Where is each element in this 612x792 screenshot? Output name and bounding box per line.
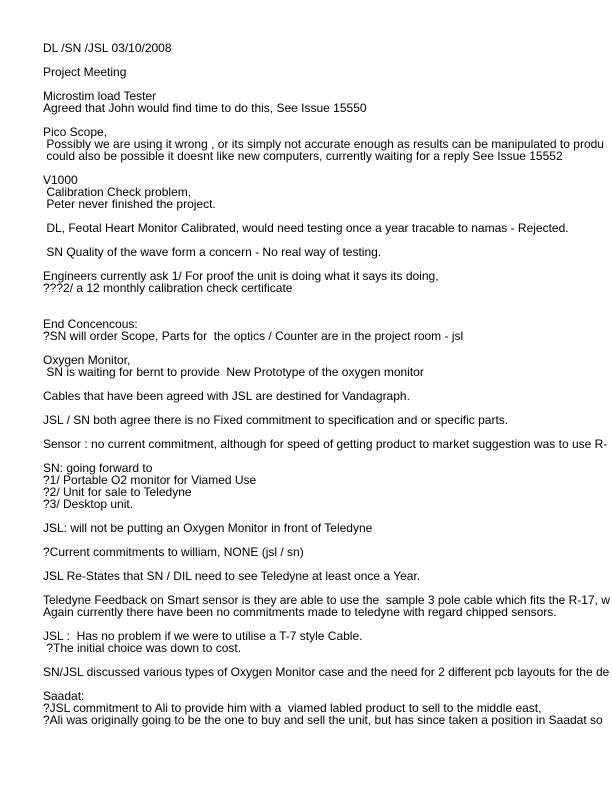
section-heading: Saadat:	[43, 689, 85, 703]
text-line: Cables that have been agreed with JSL are destined for Vandagraph.	[43, 389, 410, 403]
text-line: ?Ali was originally going to be the one to buy and sell the unit, but has since taken a position in Saadat so	[43, 713, 603, 727]
text-line: Agreed that John would find time to do this, See Issue 15550	[43, 101, 367, 115]
text-line: ?3/ Desktop unit.	[43, 497, 134, 511]
text-line: SN is waiting for bernt to provide New Prototype of the oxygen monitor	[43, 365, 424, 379]
section-heading: Microstim load Tester	[43, 89, 157, 103]
text-line: SN Quality of the wave form a concern - No real way of testing.	[43, 245, 382, 259]
text-line: SN: going forward to	[43, 461, 153, 475]
text-line: ?SN will order Scope, Parts for the optics / Counter are in the project room - jsl	[43, 329, 464, 343]
text-line: Teledyne Feedback on Smart sensor is they are able to use the sample 3 pole cable which fits the R-17, w	[43, 593, 610, 607]
text-line: Again currently there have been no commitments made to teledyne with regard chipped sensors.	[43, 605, 557, 619]
text-line: could also be possible it doesnt like new computers, currently waiting for a reply See Issue 15552	[43, 149, 563, 163]
text-line: DL, Feotal Heart Monitor Calibrated, would need testing once a year tracable to namas - Rejected.	[43, 221, 569, 235]
text-line: Peter never finished the project.	[43, 197, 216, 211]
text-line: Sensor : no current commitment, although for speed of getting product to market suggestion was to use R-	[43, 437, 608, 451]
section-heading: Oxygen Monitor,	[43, 353, 131, 367]
text-line: JSL: will not be putting an Oxygen Monitor in front of Teledyne	[43, 521, 373, 535]
text-line: SN/JSL discussed various types of Oxygen Monitor case and the need for 2 different pcb layouts for the de	[43, 665, 610, 679]
text-line: ?Current commitments to william, NONE (jsl / sn)	[43, 545, 304, 559]
meeting-header: DL /SN /JSL 03/10/2008	[43, 41, 172, 55]
text-line: Engineers currently ask 1/ For proof the unit is doing what it says its doing,	[43, 269, 439, 283]
text-line: JSL / SN both agree there is no Fixed commitment to specification and or specific parts.	[43, 413, 509, 427]
text-line: ???2/ a 12 monthly calibration check certificate	[43, 281, 293, 295]
text-line: Possibly we are using it wrong , or its simply not accurate enough as results can be manipulated to produ	[43, 137, 604, 151]
section-heading: End Concencous:	[43, 317, 138, 331]
text-line: JSL Re-States that SN / DIL need to see Teledyne at least once a Year.	[43, 569, 421, 583]
section-heading: Pico Scope,	[43, 125, 108, 139]
text-line: ?1/ Portable O2 monitor for Viamed Use	[43, 473, 257, 487]
text-line: ?The initial choice was down to cost.	[43, 641, 242, 655]
text-line: JSL : Has no problem if we were to utilise a T-7 style Cable.	[43, 629, 363, 643]
text-line: Calibration Check problem,	[43, 185, 192, 199]
text-line: ?JSL commitment to Ali to provide him with a viamed labled product to sell to the middle east,	[43, 701, 542, 715]
section-heading: V1000	[43, 173, 78, 187]
text-line: ?2/ Unit for sale to Teledyne	[43, 485, 192, 499]
meeting-title: Project Meeting	[43, 65, 127, 79]
